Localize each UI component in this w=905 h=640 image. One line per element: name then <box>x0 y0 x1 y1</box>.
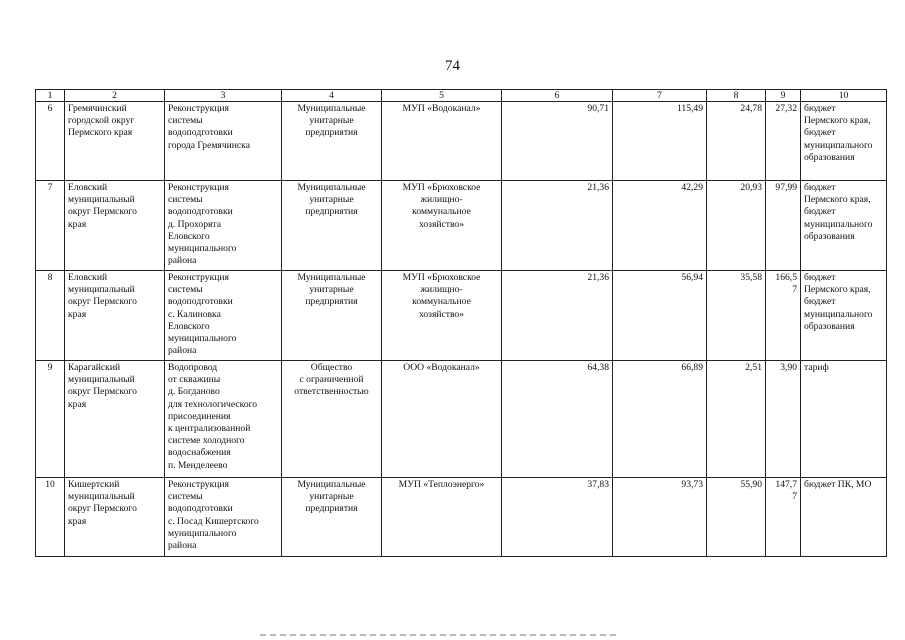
org-form-cell: Общество с ограниченной ответственностью <box>282 361 382 478</box>
funding-cell: бюджет ПК, МО <box>801 478 887 557</box>
org-name-cell: МУП «Брюховское жилищно- коммунальное хозяйство» <box>382 271 502 361</box>
value-cell-8: 55,90 <box>707 478 766 557</box>
value-cell-8: 2,51 <box>707 361 766 478</box>
value-cell-8: 20,93 <box>707 181 766 271</box>
header-row <box>36 90 887 102</box>
value-cell-6: 37,83 <box>502 478 613 557</box>
table-row <box>36 361 887 478</box>
row-number: 10 <box>36 478 65 557</box>
value-cell-6: 21,36 <box>502 181 613 271</box>
header-cell: 6 <box>502 90 613 102</box>
table-row <box>36 271 887 361</box>
value-cell-9: 166,5 7 <box>766 271 801 361</box>
object-cell: Реконструкция системы водоподготовки с. Калиновка Еловского муниципального района <box>165 271 282 361</box>
object-cell: Реконструкция системы водоподготовки города Гремячинска <box>165 102 282 181</box>
table-row <box>36 181 887 271</box>
header-cell: 8 <box>707 90 766 102</box>
object-cell: Реконструкция системы водоподготовки д. Прохорята Еловского муниципального района <box>165 181 282 271</box>
header-cell: 4 <box>282 90 382 102</box>
header-cell: 5 <box>382 90 502 102</box>
org-name-cell: МУП «Водоканал» <box>382 102 502 181</box>
bleed-through-strip <box>260 634 620 636</box>
org-form-cell: Муниципальные унитарные предприятия <box>282 102 382 181</box>
municipality-cell: Карагайский муниципальный округ Пермского края <box>65 361 165 478</box>
row-number: 8 <box>36 271 65 361</box>
value-cell-6: 64,38 <box>502 361 613 478</box>
funding-cell: бюджет Пермского края, бюджет муниципального образования <box>801 271 887 361</box>
investment-table <box>35 89 887 557</box>
value-cell-9: 3,90 <box>766 361 801 478</box>
header-cell: 9 <box>766 90 801 102</box>
value-cell-7: 56,94 <box>613 271 707 361</box>
org-form-cell: Муниципальные унитарные предприятия <box>282 181 382 271</box>
value-cell-7: 66,89 <box>613 361 707 478</box>
value-cell-7: 93,73 <box>613 478 707 557</box>
header-cell: 2 <box>65 90 165 102</box>
org-name-cell: МУП «Теплоэнерго» <box>382 478 502 557</box>
row-number: 6 <box>36 102 65 181</box>
value-cell-6: 21,36 <box>502 271 613 361</box>
funding-cell: бюджет Пермского края, бюджет муниципального образования <box>801 181 887 271</box>
header-cell: 1 <box>36 90 65 102</box>
value-cell-6: 90,71 <box>502 102 613 181</box>
municipality-cell: Еловский муниципальный округ Пермского края <box>65 181 165 271</box>
value-cell-9: 97,99 <box>766 181 801 271</box>
org-form-cell: Муниципальные унитарные предприятия <box>282 271 382 361</box>
org-form-cell: Муниципальные унитарные предприятия <box>282 478 382 557</box>
row-number: 9 <box>36 361 65 478</box>
municipality-cell: Кишертский муниципальный округ Пермского края <box>65 478 165 557</box>
header-cell: 7 <box>613 90 707 102</box>
page-number: 74 <box>445 58 460 74</box>
value-cell-9: 27,32 <box>766 102 801 181</box>
value-cell-9: 147,7 7 <box>766 478 801 557</box>
value-cell-7: 42,29 <box>613 181 707 271</box>
municipality-cell: Еловский муниципальный округ Пермского края <box>65 271 165 361</box>
org-name-cell: МУП «Брюховское жилищно- коммунальное хозяйство» <box>382 181 502 271</box>
org-name-cell: ООО «Водоканал» <box>382 361 502 478</box>
header-cell: 3 <box>165 90 282 102</box>
table-row <box>36 478 887 557</box>
funding-cell: бюджет Пермского края, бюджет муниципального образования <box>801 102 887 181</box>
value-cell-8: 24,78 <box>707 102 766 181</box>
value-cell-8: 35,58 <box>707 271 766 361</box>
municipality-cell: Гремячинский городской округ Пермского края <box>65 102 165 181</box>
table-row <box>36 102 887 181</box>
object-cell: Водопровод от скважины д. Богданово для технологического присоединения к централизованной системе холодного водоснабжения п. Менделеево <box>165 361 282 478</box>
object-cell: Реконструкция системы водоподготовки с. Посад Кишертского муниципального района <box>165 478 282 557</box>
funding-cell: тариф <box>801 361 887 478</box>
header-cell: 10 <box>801 90 887 102</box>
value-cell-7: 115,49 <box>613 102 707 181</box>
row-number: 7 <box>36 181 65 271</box>
